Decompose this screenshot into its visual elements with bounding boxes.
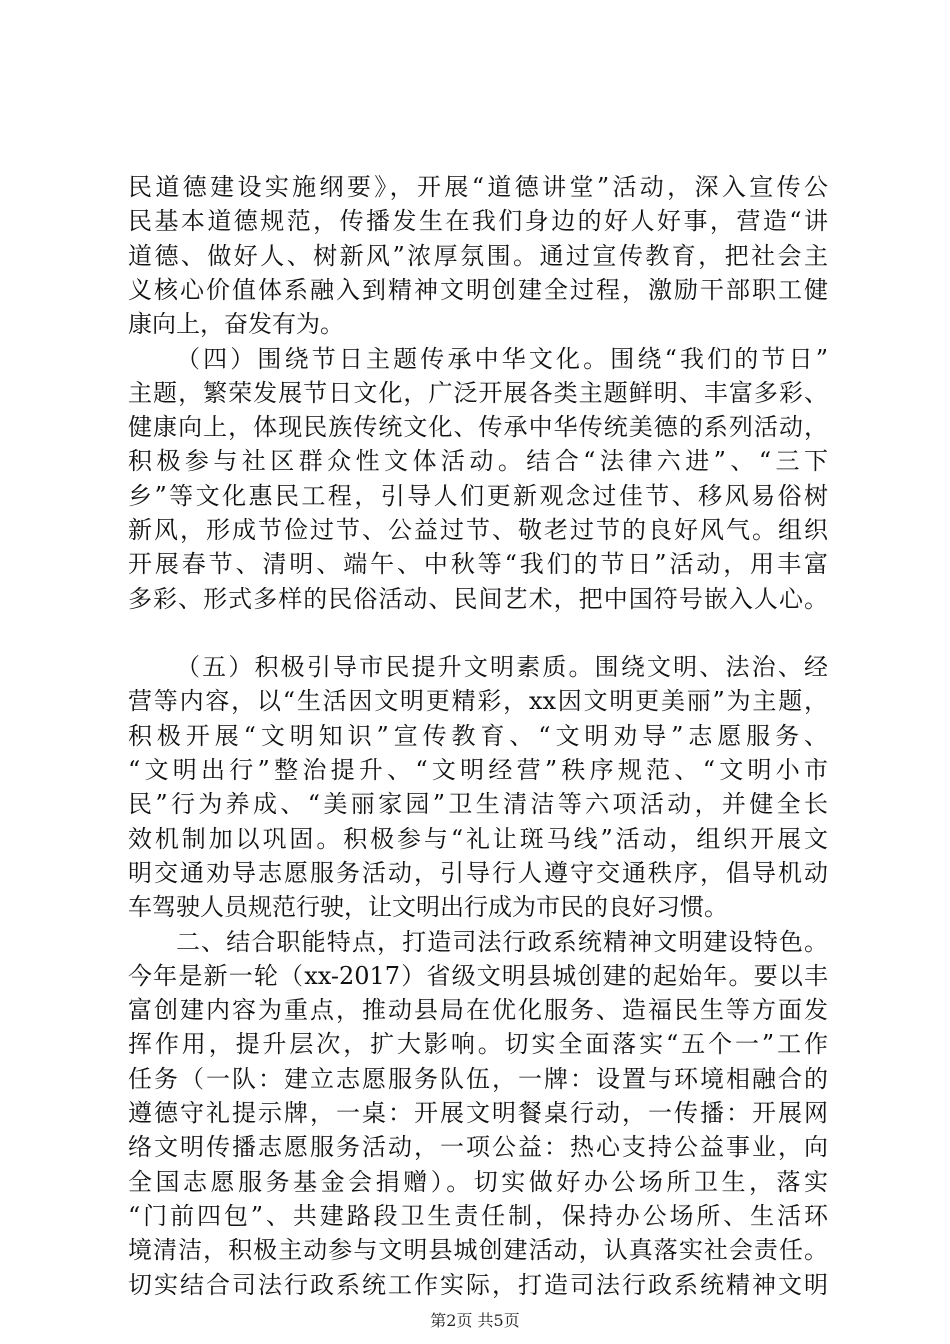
paragraph-heading-5: （五）积极引导市民提升文明素质。围绕文明、法治、经	[176, 653, 828, 681]
text-line: 民道德建设实施纲要》，开展“道德讲堂”活动，深入宣传公	[128, 173, 828, 201]
text-line: “门前四包”、共建路段卫生责任制，保持办公场所、生活环	[128, 1202, 828, 1230]
text-line: 明交通劝导志愿服务活动，引导行人遵守交通秩序，倡导机动	[128, 859, 828, 887]
text-line: 乡”等文化惠民工程，引导人们更新观念过佳节、移风易俗树	[128, 482, 828, 510]
text-line: 全国志愿服务基金会捐赠）。切实做好办公场所卫生，落实	[128, 1168, 828, 1196]
text-line: 积极参与社区群众性文体活动。结合“法律六进”、“三下	[128, 447, 828, 475]
text-line: 健康向上，体现民族传统文化、传承中华传统美德的系列活动，	[128, 413, 828, 441]
text-line: 民”行为养成、“美丽家园”卫生清洁等六项活动，并健全长	[128, 790, 828, 818]
text-line: 富创建内容为重点，推动县局在优化服务、造福民生等方面发	[128, 996, 828, 1024]
text-line: 多彩、形式多样的民俗活动、民间艺术，把中国符号嵌入人心。	[128, 585, 828, 613]
section-heading-2: 二、结合职能特点，打造司法行政系统精神文明建设特色。	[176, 928, 828, 956]
text-line: 义核心价值体系融入到精神文明创建全过程，激励干部职工健	[128, 276, 828, 304]
text-line: 任务（一队：建立志愿服务队伍，一牌：设置与环境相融合的	[128, 1065, 828, 1093]
text-line: 今年是新一轮（xx-2017）省级文明县城创建的起始年。要以丰	[128, 962, 828, 990]
page-footer: 第2页 共5页	[430, 1311, 520, 1330]
text-line: 康向上，奋发有为。	[128, 310, 344, 338]
text-line: 开展春节、清明、端午、中秋等“我们的节日”活动，用丰富	[128, 550, 828, 578]
text-line: 挥作用，提升层次，扩大影响。切实全面落实“五个一”工作	[128, 1030, 828, 1058]
text-line: 遵德守礼提示牌，一桌：开展文明餐桌行动，一传播：开展网	[128, 1099, 828, 1127]
text-line: 络文明传播志愿服务活动，一项公益：热心支持公益事业，向	[128, 1133, 828, 1161]
text-line: 车驾驶人员规范行驶，让文明出行成为市民的良好习惯。	[128, 893, 728, 921]
text-line: 切实结合司法行政系统工作实际，打造司法行政系统精神文明	[128, 1271, 828, 1299]
paragraph-heading-4: （四）围绕节日主题传承中华文化。围绕“我们的节日”	[176, 345, 828, 373]
text-line: 效机制加以巩固。积极参与“礼让斑马线”活动，组织开展文	[128, 825, 828, 853]
text-line: 境清洁，积极主动参与文明县城创建活动，认真落实社会责任。	[128, 1236, 828, 1264]
text-line: 营等内容，以“生活因文明更精彩，xx因文明更美丽”为主题，	[128, 687, 828, 715]
text-line: 主题，繁荣发展节日文化，广泛开展各类主题鲜明、丰富多彩、	[128, 379, 828, 407]
text-line: 道德、做好人、树新风”浓厚氛围。通过宣传教育，把社会主	[128, 242, 828, 270]
text-line: 积极开展“文明知识”宣传教育、“文明劝导”志愿服务、	[128, 722, 828, 750]
text-line: 新风，形成节俭过节、公益过节、敬老过节的良好风气。组织	[128, 516, 828, 544]
text-line: 民基本道德规范，传播发生在我们身边的好人好事，营造“讲	[128, 207, 828, 235]
text-line: “文明出行”整治提升、“文明经营”秩序规范、“文明小市	[128, 756, 828, 784]
